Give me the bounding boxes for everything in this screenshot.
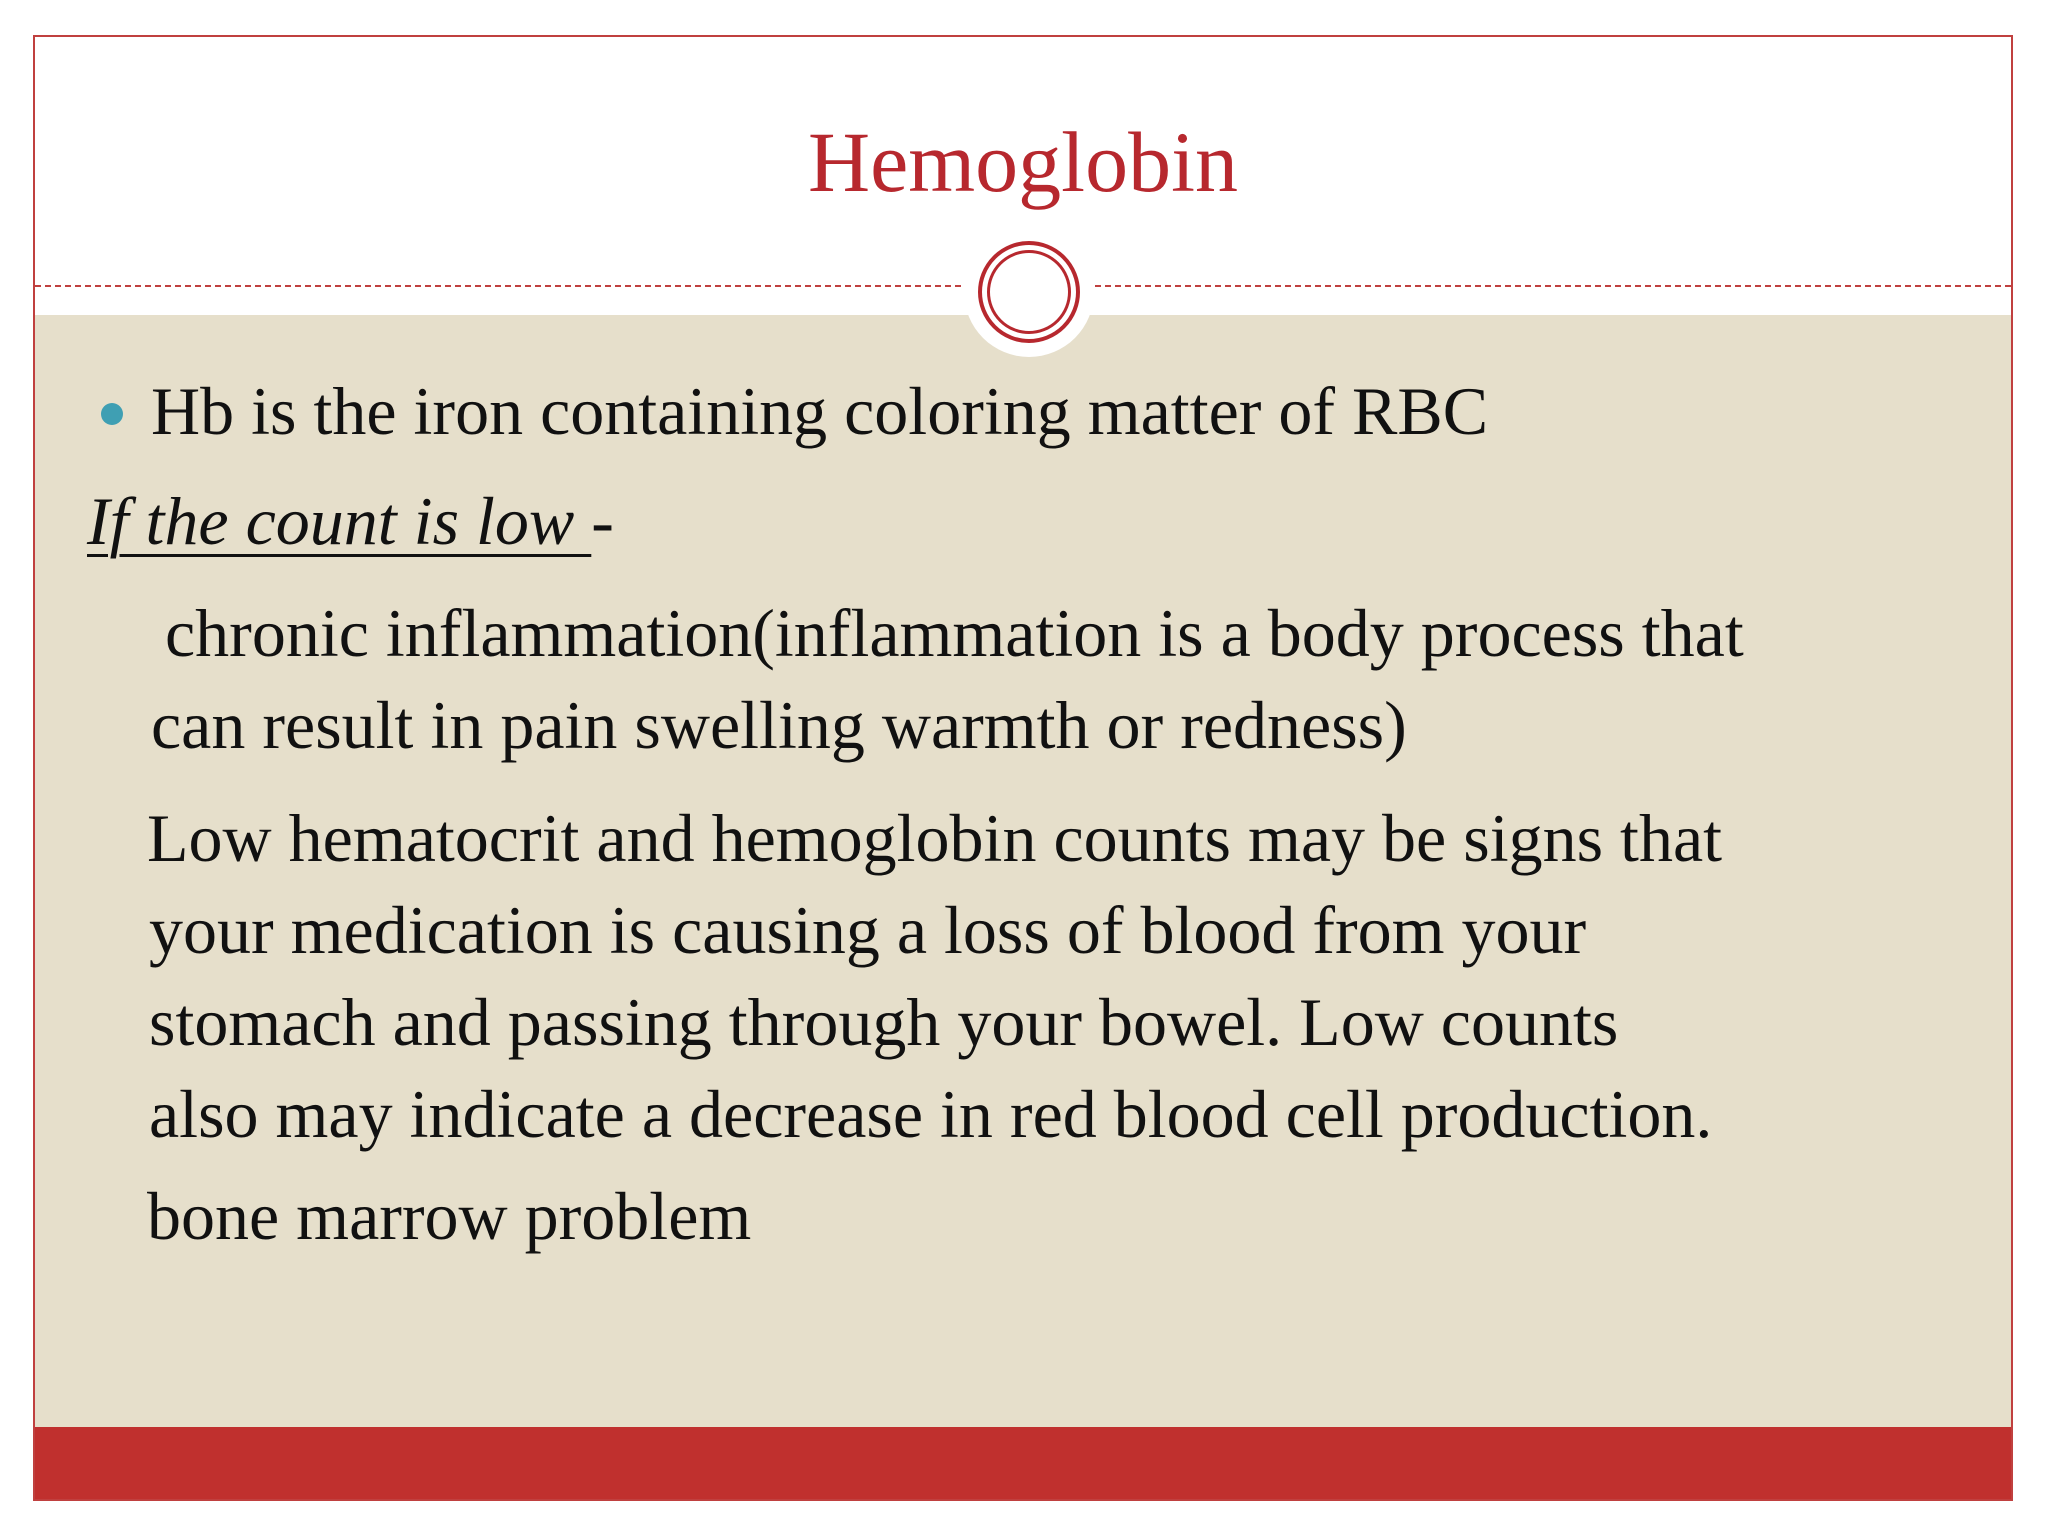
footer-bar	[35, 1427, 2011, 1499]
paragraph-line: also may indicate a decrease in red blood cell production.	[149, 1076, 1713, 1152]
bullet-dot-icon	[101, 403, 123, 425]
bullet-point-text: Hb is the iron containing coloring matter of RBC	[151, 373, 1489, 449]
paragraph-chronic-inflammation	[151, 587, 1744, 771]
slide-title: Hemoglobin	[808, 114, 1238, 210]
subheading-emphasis: If the count is low	[87, 483, 592, 559]
ring-inner-circle	[987, 250, 1071, 334]
subheading	[87, 475, 614, 567]
paragraph-line: your medication is causing a loss of blood from your	[149, 892, 1587, 968]
paragraph-low-hematocrit	[147, 792, 1722, 1160]
paragraph-line: chronic inflammation(inflammation is a body process that	[165, 595, 1744, 671]
paragraph-line: stomach and passing through your bowel. Low counts	[149, 984, 1619, 1060]
subheading-suffix: -	[591, 483, 614, 559]
paragraph-bone-marrow	[147, 1170, 751, 1262]
paragraph-line: bone marrow problem	[147, 1178, 752, 1254]
paragraph-line: Low hematocrit and hemoglobin counts may be signs that	[147, 800, 1723, 876]
slide	[33, 35, 2013, 1501]
paragraph-line: can result in pain swelling warmth or redness)	[151, 687, 1407, 763]
